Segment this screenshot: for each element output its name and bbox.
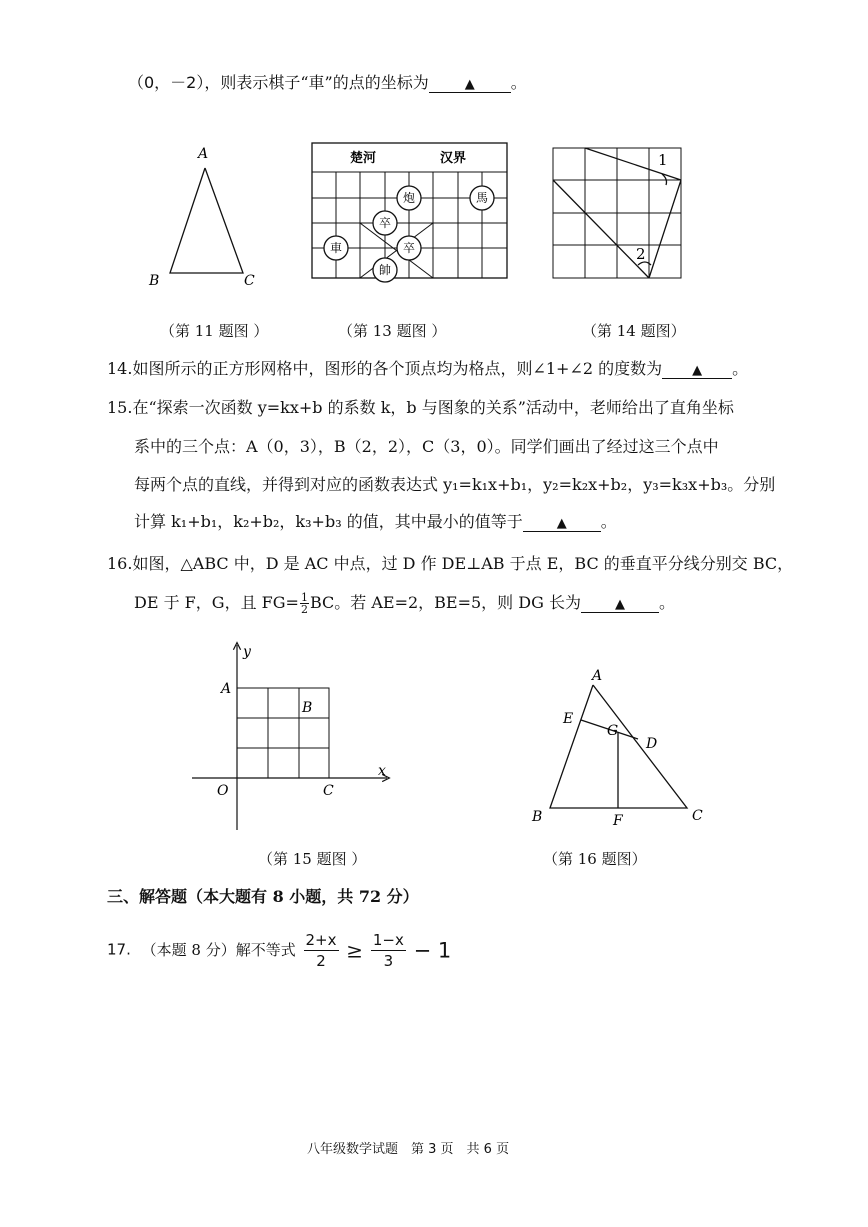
q13-answer-blank: [429, 74, 511, 93]
figure-15-coordinate-plane: [190, 640, 400, 835]
figure-11-triangle: [140, 140, 270, 290]
q15-answer-blank: [523, 513, 601, 532]
q16-answer-blank: [581, 594, 659, 613]
label-a: A: [198, 146, 209, 162]
caption-fig15: （第 15 题图 ）: [258, 850, 367, 868]
rhs-denominator: 3: [383, 952, 394, 970]
triangle-abc: [170, 168, 243, 273]
q15-line4-text: 计算 k₁+b₁，k₂+b₂，k₃+b₃ 的值，其中最小的值等于: [134, 512, 523, 531]
q16-line2-text-b: BC。若 AE=2，BE=5，则 DG 长为: [309, 593, 581, 612]
q14-number: 14.: [107, 359, 133, 378]
river-right-label: 汉界: [440, 151, 467, 166]
q16-end: 。: [658, 593, 675, 612]
piece-shuai-label: 帥: [378, 263, 392, 277]
q14-end: 。: [732, 359, 749, 378]
page-footer: 八年级数学试题 第 3 页 共 6 页: [307, 1142, 510, 1157]
question-15-line2: 系中的三个点：A（0，3），B（2，2），C（3，0）。同学们画出了经过这三个点中: [134, 437, 719, 456]
blank-marker-icon: ▲: [614, 597, 625, 612]
caption-fig13: （第 13 题图 ）: [338, 322, 447, 340]
rhs-tail: − 1: [413, 938, 452, 963]
label-y: y: [243, 644, 251, 660]
figure-14-grid: [550, 145, 685, 285]
label-b: B: [532, 809, 543, 825]
question-17: [107, 930, 451, 971]
river-left-label: 楚河: [350, 151, 377, 166]
q17-number: 17.: [107, 940, 131, 959]
piece-pao-label: 炮: [402, 191, 416, 205]
q15-number: 15.: [107, 398, 133, 417]
label-b: B: [149, 273, 160, 289]
caption-fig11: （第 11 题图 ）: [160, 322, 269, 340]
q15-line1-text: 在“探索一次函数 y=kx+b 的系数 k，b 与图象的关系”活动中，老师给出了直角坐标: [132, 398, 734, 417]
piece-zu-1-label: 卒: [378, 216, 392, 230]
figure-16-triangle: [520, 665, 720, 830]
question-16-line2: [134, 592, 675, 615]
section-3-heading: 三、解答题（本大题有 8 小题，共 72 分）: [107, 887, 419, 906]
piece-ju-label: 車: [329, 241, 343, 255]
label-e: E: [563, 711, 574, 727]
fraction-denominator: 2: [300, 603, 308, 616]
label-b: B: [302, 700, 313, 716]
angle-2-label: 2: [636, 245, 646, 263]
inequality-sign: ≥: [346, 938, 364, 963]
fraction-one-half: [300, 592, 309, 615]
label-f: F: [613, 813, 623, 829]
question-14: [107, 358, 748, 380]
label-c: C: [692, 808, 703, 824]
q13-end: 。: [510, 73, 527, 92]
lhs-numerator: 2+x: [305, 931, 337, 949]
label-a: A: [221, 681, 232, 697]
q14-text: 如图所示的正方形网格中，图形的各个顶点均为格点，则∠1+∠2 的度数为: [132, 359, 663, 378]
label-d: D: [646, 736, 658, 752]
q17-text: （本题 8 分）解不等式: [141, 940, 296, 959]
q14-answer-blank: [662, 360, 732, 379]
q13-coord: （0，－2）: [128, 73, 205, 92]
piece-ma-label: 馬: [475, 191, 489, 205]
caption-fig16: （第 16 题图）: [543, 850, 647, 868]
figure-13-chessboard: [310, 140, 510, 285]
q16-line1-text: 如图，△ABC 中，D 是 AC 中点，过 D 作 DE⊥AB 于点 E，BC 的垂直平分线分别交 BC，: [132, 554, 794, 573]
fraction-lhs: [304, 930, 339, 971]
blank-marker-icon: ▲: [464, 77, 475, 92]
piece-zu-2-label: 卒: [402, 241, 416, 255]
q13-text: ，则表示棋子“車”的点的坐标为: [204, 73, 429, 92]
triangle-abc: [550, 685, 687, 808]
lhs-denominator: 2: [316, 952, 326, 970]
q16-number: 16.: [107, 554, 133, 573]
fraction-numerator: 1: [300, 591, 308, 604]
fraction-rhs: [371, 930, 406, 971]
question-15-line4: [134, 511, 617, 533]
blank-marker-icon: ▲: [692, 363, 703, 378]
caption-fig14: （第 14 题图）: [582, 322, 686, 340]
label-c: C: [323, 783, 334, 799]
angle-1-label: 1: [658, 151, 668, 169]
rhs-numerator: 1−x: [372, 931, 404, 949]
question-15-line1: [107, 397, 734, 419]
q13-tail: [128, 72, 527, 94]
label-a: A: [592, 668, 603, 684]
question-15-line3: 每两个点的直线，并得到对应的函数表达式 y₁=k₁x+b₁，y₂=k₂x+b₂，y₃=k₃x+b₃。分别: [134, 475, 776, 494]
label-x: x: [378, 763, 386, 779]
label-g: G: [607, 723, 619, 739]
q15-end: 。: [600, 512, 617, 531]
q16-line2-text-a: DE 于 F，G，且 FG=: [134, 593, 299, 612]
label-o: O: [217, 783, 229, 799]
blank-marker-icon: ▲: [556, 516, 567, 531]
unit-grid: [237, 688, 329, 778]
question-16-line1: [107, 553, 793, 575]
label-c: C: [244, 273, 255, 289]
